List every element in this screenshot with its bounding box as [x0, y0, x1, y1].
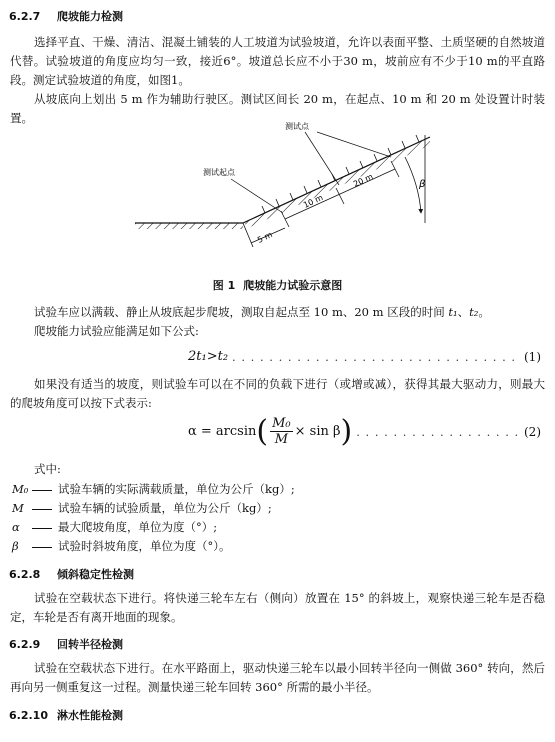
- leader-point-2: [317, 132, 391, 157]
- section-title: 淋水性能检测: [57, 709, 123, 722]
- symbol-definition: M₀ 试验车辆的实际满载质量，单位为公斤（kg）;: [12, 482, 295, 496]
- dimension-10m-label: 10 m: [302, 192, 325, 210]
- var-t1: t₁: [448, 305, 458, 319]
- section-title: 回转半径检测: [57, 638, 123, 651]
- dimension-tick-start: [281, 211, 289, 227]
- formula-2-lhs: α = arcsin: [188, 424, 257, 439]
- ground-hatch: [135, 223, 243, 229]
- paragraph-test-procedure: 试验车应以满载、静止从坡底起步爬坡，测取自起点至 10 m、20 m 区段的时间 t₁、t₂。: [34, 305, 490, 319]
- section-heading-6-2-10: [9, 707, 123, 723]
- paragraph-test-zone: 从坡底向上划出 5 m 作为辅助行驶区。测试区间长 20 m，在起点、10 m 和 20 m 处设置计时装置。: [10, 92, 545, 125]
- var-t2: t₂: [469, 305, 479, 319]
- formula-2: [188, 413, 541, 449]
- formula-1: [188, 349, 541, 364]
- section-heading-6-2-8: [9, 566, 134, 582]
- figure-title: 爬坡能力试验示意图: [243, 279, 343, 292]
- dimension-tick-20: [391, 161, 399, 177]
- dimension-20m-label: 20 m: [352, 171, 375, 189]
- figure-number: 图 1: [212, 279, 236, 292]
- slope-hatch: [243, 137, 430, 227]
- slope-ticks: [262, 135, 419, 213]
- symbol-definition: α 最大爬坡角度，单位为度（°）;: [12, 520, 218, 534]
- fraction: [270, 416, 293, 447]
- paragraph-turning-radius: 试验在空载状态下进行。在水平路面上，驱动快递三轮车以最小回转半径向一侧做 360° 转向，然后再向另一侧重复这一过程。测量快递三轮车回转 360° 所需的最小半径。: [10, 661, 545, 694]
- paren-open: (: [256, 413, 269, 449]
- paren-close: ): [340, 413, 353, 449]
- fraction-numerator: M₀: [272, 416, 291, 431]
- section-number: 6.2.8: [9, 568, 41, 581]
- dimension-5m-label: 5 m: [256, 230, 274, 245]
- paragraph-max-angle: 如果没有适当的坡度，则试验车可以在不同的负载下进行（或增或减），获得其最大驱动力，则最大的爬坡角度可以按下式表示:: [10, 377, 545, 410]
- slope-diagram: [125, 115, 445, 260]
- where-label: 式中:: [34, 462, 61, 476]
- paragraph-formula-intro: 爬坡能力试验应能满足如下公式:: [34, 324, 199, 338]
- leader-point-1: [305, 132, 339, 185]
- section-number: 6.2.10: [9, 709, 48, 722]
- paragraph-test-slope: 选择平直、干燥、清洁、混凝土铺装的人工坡道为试验坡道，允许以表面平整、土质坚硬的自然坡道代替。试验坡道的角度应均匀一致，接近6°。坡道总长应不小于30 m，坡前应有不少于10 m的平直路段。测定试验坡道的角度，如图1。: [10, 35, 545, 87]
- leader-dots: [232, 350, 520, 364]
- section-number: 6.2.7: [9, 10, 41, 23]
- symbol-definition: β 试验时斜坡角度，单位为度（°）。: [12, 539, 231, 553]
- angle-beta-label: β: [419, 179, 426, 190]
- start-point-label: 测试起点: [203, 168, 235, 177]
- section-heading-6-2-7: [9, 8, 123, 24]
- fraction-denominator: M: [274, 432, 289, 447]
- formula-2-tail: × sin β: [294, 424, 341, 439]
- figure-caption: [0, 277, 555, 293]
- formula-1-number: (1): [524, 349, 541, 364]
- symbol-definition: M 试验车辆的试验质量，单位为公斤（kg）;: [12, 501, 272, 515]
- section-number: 6.2.9: [9, 638, 41, 651]
- section-title: 爬坡能力检测: [57, 10, 123, 23]
- section-title: 倾斜稳定性检测: [57, 568, 134, 581]
- leader-start: [231, 179, 283, 213]
- leader-dots: [356, 425, 520, 439]
- section-heading-6-2-9: [9, 636, 123, 652]
- dimension-line-upper: [285, 169, 395, 219]
- paragraph-tilt-stability: 试验在空载状态下进行。将快递三轮车左右（侧向）放置在 15° 的斜坡上，观察快递三轮车是否稳定，车轮是否有离开地面的现象。: [10, 591, 545, 624]
- dimension-tick-bottom: [243, 223, 253, 247]
- formula-2-number: (2): [524, 424, 541, 439]
- measuring-point-label: 测试点: [285, 122, 309, 131]
- dimension-tick-10: [336, 188, 344, 204]
- formula-1-expression: 2t₁>t₂: [188, 349, 229, 364]
